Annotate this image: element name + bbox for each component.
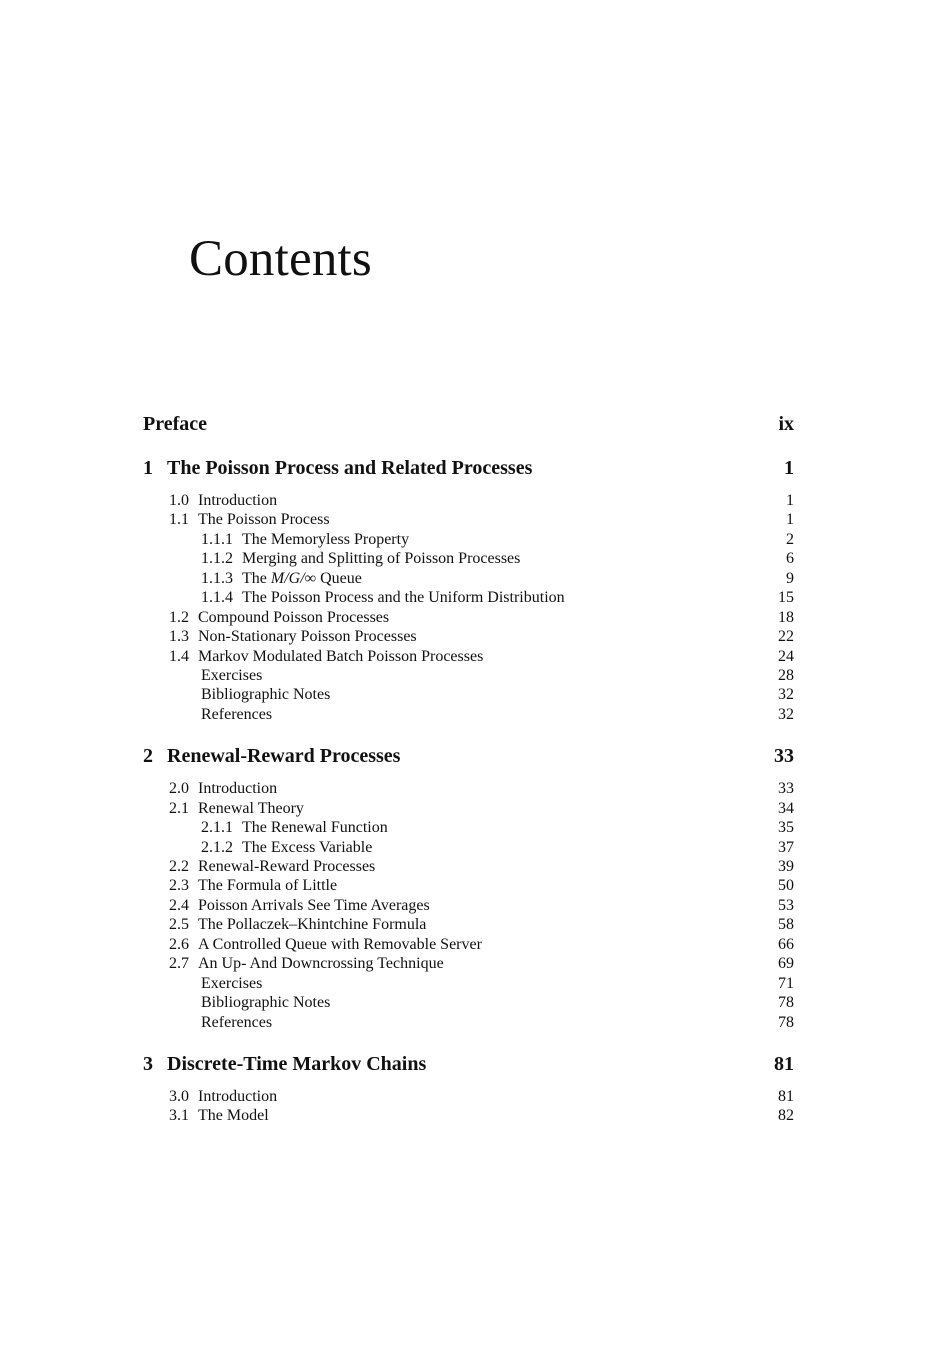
section-number: 1.2 [169,608,189,626]
section-page: 22 [778,628,794,646]
section-page: 1 [786,511,794,529]
section-page: 82 [778,1107,794,1125]
section-page: 58 [778,916,794,934]
section-title: Bibliographic Notes [201,686,331,704]
section-page: 18 [778,608,794,626]
toc-chapter-2[interactable] [143,743,794,769]
section-number: 3.1 [169,1107,189,1125]
chapter-title: The Poisson Process and Related Processes [167,457,533,479]
section-title: Renewal Theory [198,799,304,817]
section-title: Introduction [198,492,278,509]
chapter-title: Discrete-Time Markov Chains [167,1052,427,1075]
toc-entry[interactable] [143,799,794,818]
section-number: 1.0 [169,492,189,509]
section-page: 81 [778,1087,794,1105]
section-page: 2 [786,530,794,548]
section-title: The Renewal Function [242,819,388,837]
toc-entry[interactable] [143,569,794,588]
chapter-page: 1 [784,457,794,479]
section-title: A Controlled Queue with Removable Server [198,935,482,953]
toc-entry[interactable] [143,876,794,895]
section-title: The Excess Variable [242,838,373,856]
toc-entry[interactable] [143,896,794,915]
section-title: Bibliographic Notes [201,994,331,1012]
chapter-2-entries [143,779,794,1032]
section-title: Introduction [198,1087,278,1105]
section-page: 78 [778,994,794,1012]
section-page: 15 [778,589,794,607]
toc-entry[interactable] [143,549,794,568]
section-page: 71 [778,974,794,992]
toc-entry-references[interactable] [143,1013,794,1032]
section-number: 2.7 [169,955,189,973]
section-title: The Pollaczek–Khintchine Formula [198,916,427,934]
section-title: An Up- And Downcrossing Technique [198,955,444,973]
section-title: Markov Modulated Batch Poisson Processes [198,647,484,665]
section-page: 32 [778,686,794,704]
toc-entry-bibliographic-notes[interactable] [143,993,794,1012]
section-title: The Poisson Process and the Uniform Distribution [242,589,565,607]
toc-entry[interactable] [143,530,794,549]
section-page: 69 [778,955,794,973]
table-of-contents [143,411,794,1145]
section-title: Merging and Splitting of Poisson Processes [242,550,521,568]
section-page: 53 [778,896,794,914]
toc-entry-exercises[interactable] [143,666,794,685]
toc-preface[interactable] [143,411,794,455]
section-title-math: M/G/∞ [270,569,317,587]
toc-entry-exercises[interactable] [143,974,794,993]
chapter-1-entries [143,491,794,724]
section-page: 24 [778,647,794,665]
section-title: Non-Stationary Poisson Processes [198,628,417,646]
section-title: Introduction [198,780,278,798]
section-page: 34 [778,799,794,817]
section-title: Exercises [201,974,263,992]
section-page: 50 [778,877,794,895]
section-title: The Model [198,1107,269,1125]
section-number: 1.1.2 [201,550,233,568]
section-page: 37 [778,838,794,856]
section-page: 66 [778,935,794,953]
chapter-number: 1 [143,457,153,479]
chapter-number: 3 [143,1052,153,1075]
toc-entry[interactable] [143,588,794,607]
chapter-3-entries [143,1087,794,1126]
toc-entry[interactable] [143,1106,794,1125]
toc-entry-bibliographic-notes[interactable] [143,685,794,704]
section-page: 32 [778,705,794,723]
section-title: Exercises [201,666,263,684]
section-number: 1.1.4 [201,589,233,607]
toc-entry[interactable] [143,818,794,837]
section-title-prefix: The [242,569,267,587]
section-number: 1.3 [169,628,189,646]
chapter-number: 2 [143,745,153,768]
section-page: 9 [786,569,794,587]
section-title: The Poisson Process [198,511,330,529]
toc-entry[interactable] [143,838,794,857]
toc-entry[interactable] [143,608,794,627]
section-number: 2.1 [169,799,189,817]
toc-entry[interactable] [143,954,794,973]
chapter-page: 33 [774,745,794,768]
section-number: 2.5 [169,916,189,934]
toc-entry[interactable] [143,627,794,646]
preface-label: Preface [143,413,208,435]
section-title: The Formula of Little [198,877,338,895]
toc-entry[interactable] [143,491,794,510]
section-number: 2.1.1 [201,819,233,837]
toc-entry[interactable] [143,1087,794,1106]
section-title: Renewal-Reward Processes [198,858,376,875]
toc-entry[interactable] [143,935,794,954]
section-number: 2.0 [169,780,189,798]
chapter-title: Renewal-Reward Processes [167,745,401,768]
section-number: 2.1.2 [201,838,233,856]
section-number: 1.1.1 [201,530,233,548]
section-title: References [201,705,273,723]
section-page: 39 [778,858,794,875]
page-title: Contents [189,231,372,287]
preface-page: ix [778,413,794,435]
section-number: 1.1 [169,511,189,529]
section-title: References [201,1013,273,1031]
toc-chapter-3[interactable] [143,1051,794,1077]
section-page: 6 [786,550,794,568]
section-number: 2.2 [169,858,189,875]
section-page: 78 [778,1013,794,1031]
section-number: 1.4 [169,647,189,665]
toc-entry-references[interactable] [143,705,794,724]
section-number: 2.3 [169,877,189,895]
section-title: The Memoryless Property [242,530,410,548]
section-title: Poisson Arrivals See Time Averages [198,896,430,914]
toc-entry[interactable] [143,915,794,934]
section-page: 35 [778,819,794,837]
section-number: 3.0 [169,1087,189,1105]
section-title: Compound Poisson Processes [198,608,390,626]
section-number: 1.1.3 [201,569,233,587]
section-page: 1 [786,492,794,509]
toc-entry[interactable] [143,510,794,529]
chapter-page: 81 [774,1052,794,1075]
section-title-suffix: Queue [320,569,362,587]
toc-entry[interactable] [143,779,794,798]
section-page: 28 [778,666,794,684]
toc-entry[interactable] [143,647,794,666]
section-page: 33 [778,780,794,798]
section-number: 2.6 [169,935,189,953]
toc-chapter-1[interactable] [143,455,794,481]
section-number: 2.4 [169,896,189,914]
toc-entry[interactable] [143,857,794,876]
